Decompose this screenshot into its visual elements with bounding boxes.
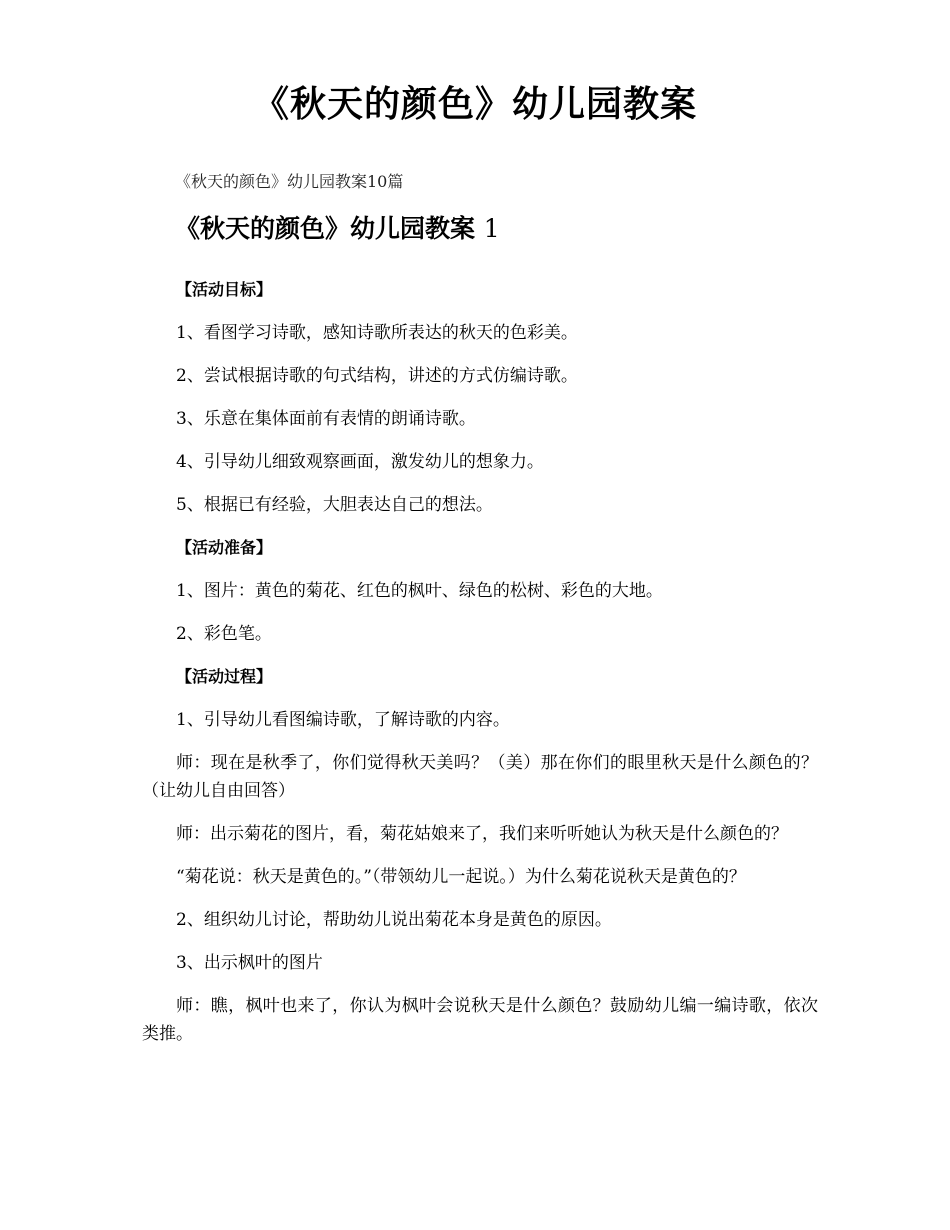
goal-item-2: 2、尝试根据诗歌的句式结构，讲述的方式仿编诗歌。 xyxy=(176,366,578,386)
process-item-4: “菊花说：秋天是黄色的。”（带领幼儿一起说。）为什么菊花说秋天是黄色的？ xyxy=(176,867,746,887)
goals-heading: 【活动目标】 xyxy=(176,280,273,299)
goal-item-3: 3、乐意在集体面前有表情的朗诵诗歌。 xyxy=(176,409,476,429)
document-body xyxy=(142,276,818,1063)
section-heading-text: 《秋天的颜色》幼儿园教案 xyxy=(175,214,476,243)
section-number: 1 xyxy=(483,214,500,243)
goal-item-4: 4、引导幼儿细致观察画面，激发幼儿的想象力。 xyxy=(176,452,544,472)
preparation-item-1: 1、图片：黄色的菊花、红色的枫叶、绿色的松树、彩色的大地。 xyxy=(176,581,663,601)
document-title: 《秋天的颜色》幼儿园教案 xyxy=(252,84,697,125)
preparation-item-2: 2、彩色笔。 xyxy=(176,624,272,644)
document-subtitle: 《秋天的颜色》幼儿园教案10篇 xyxy=(175,172,404,191)
process-item-5: 2、组织幼儿讨论，帮助幼儿说出菊花本身是黄色的原因。 xyxy=(176,910,612,930)
process-item-3: 师：出示菊花的图片，看，菊花姑娘来了，我们来听听她认为秋天是什么颜色的？ xyxy=(176,824,788,844)
section-heading xyxy=(175,210,500,248)
preparation-heading: 【活动准备】 xyxy=(176,538,273,557)
process-item-2: 师：现在是秋季了，你们觉得秋天美吗？（美）那在你们的眼里秋天是什么颜色的？（让幼儿自由回答） xyxy=(142,753,818,801)
goal-item-5: 5、根据已有经验，大胆表达自己的想法。 xyxy=(176,495,493,515)
process-heading: 【活动过程】 xyxy=(176,667,273,686)
process-item-7: 师：瞧，枫叶也来了，你认为枫叶会说秋天是什么颜色？鼓励幼儿编一编诗歌，依次类推。 xyxy=(142,996,818,1044)
process-item-6: 3、出示枫叶的图片 xyxy=(176,953,323,973)
goal-item-1: 1、看图学习诗歌，感知诗歌所表达的秋天的色彩美。 xyxy=(176,323,578,343)
process-item-1: 1、引导幼儿看图编诗歌，了解诗歌的内容。 xyxy=(176,710,510,730)
